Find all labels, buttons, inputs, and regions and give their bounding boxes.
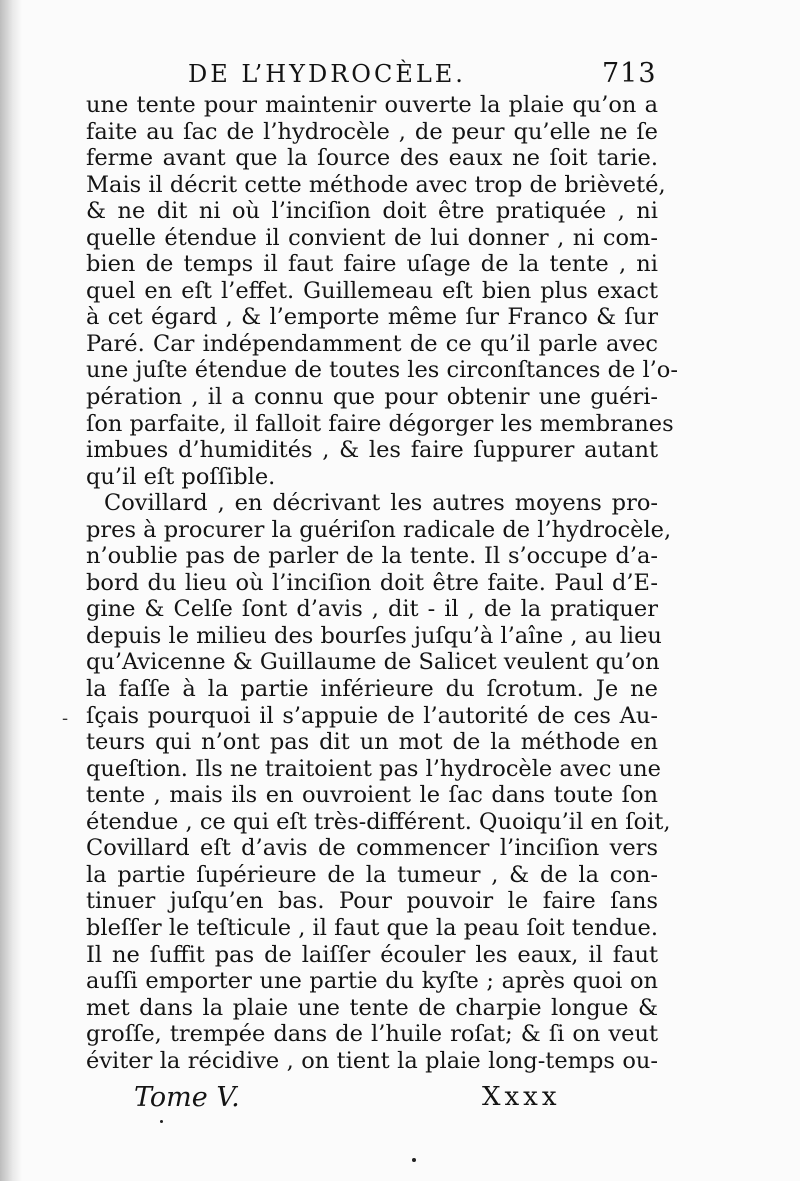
text-line: gine & Celſe ſont d’avis , dit - il , de la pratiquer [86, 596, 658, 623]
text-line: groſſe, trempée dans de l’huile roſat; & ſi on veut [86, 1021, 658, 1048]
page-number: 713 [602, 58, 657, 89]
binding-shadow [0, 0, 22, 1181]
text-line: une juſte étendue de toutes les circonſtances de l’o- [86, 357, 678, 384]
text-line: à cet égard , & l’emporte même ſur Franco & ſur [86, 304, 658, 331]
signature-mark: Xxxx [482, 1082, 561, 1112]
text-line: Covillard , en décrivant les autres moyens pro- [104, 490, 658, 517]
text-line: queſtion. Ils ne traitoient pas l’hydrocèle avec une [86, 755, 661, 782]
text-line: ſon parfaite, il falloit faire dégorger les membranes [86, 410, 674, 437]
text-line: auſſi emporter une partie du kyſte ; après quoi on [86, 968, 658, 995]
text-line: bien de temps il faut faire uſage de la tente , ni [86, 251, 658, 278]
text-line: pres à procurer la guériſon radicale de l’hydrocèle, [86, 516, 672, 543]
text-line: étendue , ce qui eſt très-différent. Quoiqu’il en ſoit, [86, 808, 671, 835]
text-line: Covillard eſt d’avis de commencer l’inciſion vers [86, 835, 658, 862]
text-line: qu’il eſt poſſible. [86, 463, 276, 490]
text-line: Paré. Car indépendamment de ce qu’il parle avec [86, 330, 658, 357]
body-text [86, 92, 678, 1074]
text-line: tinuer juſqu’en bas. Pour pouvoir le faire ſans [86, 888, 658, 915]
ink-speck [412, 1158, 416, 1162]
text-line: depuis le milieu des bourſes juſqu’à l’aîne , au lieu [86, 622, 662, 649]
ink-speck [160, 1120, 163, 1123]
text-line: imbues d’humidités , & les faire ſuppurer autant [86, 437, 658, 464]
text-line: Il ne ſuffit pas de laiſſer écouler les eaux, il faut [86, 941, 658, 968]
text-line: quel en eſt l’effet. Guillemeau eſt bien plus exact [86, 277, 658, 304]
text-line: une tente pour maintenir ouverte la plaie qu’on a [86, 92, 658, 118]
text-line: teurs qui n’ont pas dit un mot de la méthode en [86, 729, 658, 756]
text-line: bleſſer le teſticule , il faut que la peau ſoit tendue. [86, 914, 658, 941]
page-header [0, 58, 800, 90]
text-line: tente , mais ils en ouvroient le ſac dans toute ſon [86, 782, 658, 809]
margin-mark: - [62, 708, 69, 729]
volume-label: Tome V. [134, 1082, 240, 1113]
running-title: DE L’HYDROCÈLE. [188, 60, 466, 88]
text-line: éviter la récidive , on tient la plaie long-temps ou- [86, 1047, 658, 1074]
text-line: la partie ſupérieure de la tumeur , & de la con- [86, 861, 658, 888]
text-line: quelle étendue il convient de lui donner , ni com- [86, 224, 658, 251]
text-line: bord du lieu où l’inciſion doit être faite. Paul d’E- [86, 569, 658, 596]
text-line: Mais il décrit cette méthode avec trop de brièveté, [86, 171, 666, 198]
text-line: faite au ſac de l’hydrocèle , de peur qu’elle ne ſe [86, 118, 658, 145]
text-line: ferme avant que la ſource des eaux ne ſoit tarie. [86, 145, 658, 172]
text-line: & ne dit ni où l’inciſion doit être pratiquée , ni [86, 198, 658, 225]
text-line: n’oublie pas de parler de la tente. Il s’occupe d’a- [86, 543, 658, 570]
text-line: pération , il a connu que pour obtenir une guéri- [86, 384, 658, 411]
text-line: met dans la plaie une tente de charpie longue & [86, 994, 658, 1021]
text-line: qu’Avicenne & Guillaume de Salicet veulent qu’on [86, 649, 660, 676]
text-line: ſçais pourquoi il s’appuie de l’autorité de ces Au- [86, 702, 658, 729]
page-footer [0, 1082, 800, 1118]
text-line: la faſſe à la partie inférieure du ſcrotum. Je ne [86, 676, 658, 703]
